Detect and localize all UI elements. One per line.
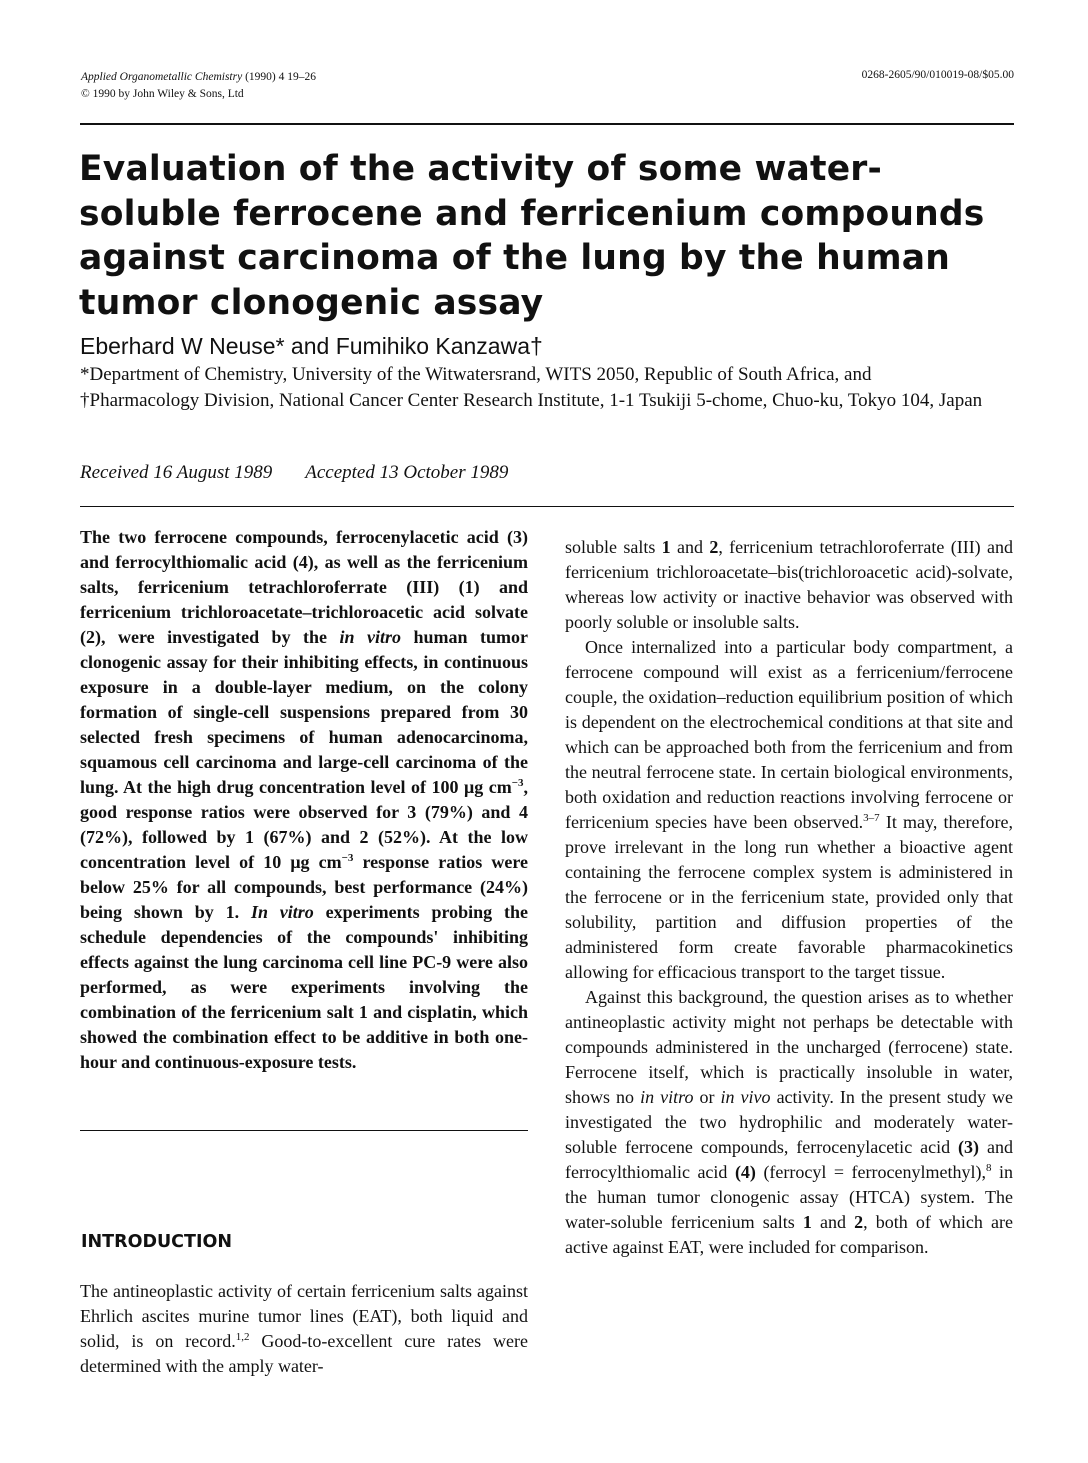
compound-number: (3) <box>958 1137 980 1157</box>
compound-number: 2 <box>709 537 719 557</box>
abstract-text: , good response ratios were observed for 3 (79%) and 4 (72%), followed by 1 (67%) and 2 (52%). At the low concentration level of 10 μg cm <box>80 777 528 872</box>
body-text: activity. In the present study we investigated the two hydrophilic and moderately water-soluble ferrocene compounds, ferrocenylacetic acid <box>565 1087 1013 1157</box>
abstract-rule <box>80 1130 528 1131</box>
intro-text: The antineoplastic activity of certain ferricenium salts against Ehrlich ascites murine tumor lines (EAT), both liquid and solid, is on record. <box>80 1281 528 1351</box>
intro-text: Good-to-excellent cure rates were determined with the amply water- <box>80 1331 528 1376</box>
introduction-paragraph <box>80 1279 528 1379</box>
authors: Eberhard W Neuse* and Fumihiko Kanzawa† <box>80 333 543 359</box>
body-text: in the human tumor clonogenic assay (HTCA) system. The water-soluble ferricenium salts <box>565 1162 1013 1232</box>
paragraph-3 <box>565 985 1013 1260</box>
body-text: soluble salts <box>565 537 662 557</box>
right-column <box>565 535 1013 1260</box>
journal-volume: (1990) 4 19–26 <box>245 71 316 83</box>
copyright-line: © 1990 by John Wiley & Sons, Ltd <box>81 88 244 100</box>
abstract-superscript: −3 <box>511 777 524 789</box>
affiliation-1: *Department of Chemistry, University of the Witwatersrand, WITS 2050, Republic of South Africa, and <box>80 364 872 385</box>
body-text: It may, therefore, prove irrelevant in the long run whether a bioactive agent containing the ferrocene complex system is administered in the ferrocene or in the ferricenium state, provided only that solubility, partition and diffusion properties of the administered form create favorable pharmacokinetics allowing for efficacious transport to the target tissue. <box>565 812 1013 982</box>
abstract-text: The two ferrocene compounds, ferrocenylacetic acid (3) and ferrocylthiomalic acid (4), as well as the ferricenium salts, ferricenium tetrachloroferrate (III) (1) and ferricenium trichloroacetate–trichloroacetic acid solvate (2), were investigated by the <box>80 527 528 647</box>
reference-superscript: 8 <box>985 1162 992 1174</box>
body-text: Once internalized into a particular body compartment, a ferrocene compound will exist as a ferricenium/ferrocene couple, the oxidation–reduction equilibrium position of which is dependent on the electrochemical conditions at that site and which can be approached both from the ferricenium and from the neutral ferrocene state. In certain biological environments, both oxidation and reduction reactions involving ferrocene or ferricenium species have been observed. <box>565 637 1013 832</box>
compound-number: (4) <box>734 1162 756 1182</box>
affiliation-2: †Pharmacology Division, National Cancer Center Research Institute, 1-1 Tsukiji 5-chome, Chuo-ku, Tokyo 104, Japan <box>80 390 983 411</box>
abstract-italic: In vitro <box>250 902 314 922</box>
abstract-text: response ratios were below 25% for all compounds, best performance (24%) being shown by 1. <box>80 852 528 922</box>
received-date: Received 16 August 1989 <box>80 462 273 483</box>
abstract-superscript: −3 <box>341 852 354 864</box>
body-text: Against this background, the question arises as to whether antineoplastic activity might not perhaps be detectable with compounds administered in the uncharged (ferrocene) state. Ferrocene itself, which is practically insoluble in water, shows no <box>565 987 1013 1107</box>
article-code: 0268-2605/90/010019-08/$05.00 <box>861 69 1014 81</box>
journal-citation-line <box>81 69 316 86</box>
reference-superscript: 3–7 <box>863 812 880 824</box>
abstract-italic: in vitro <box>339 627 402 647</box>
paragraph-2 <box>565 635 1013 985</box>
body-text: and ferrocylthiomalic acid <box>565 1137 1013 1182</box>
compound-number: 2 <box>854 1212 864 1232</box>
paragraph-1 <box>565 535 1013 635</box>
reference-superscript: 1,2 <box>235 1331 250 1343</box>
abstract-text: human tumor clonogenic assay for their inhibiting effects, in continuous exposure in a double-layer medium, on the colony formation of single-cell suspensions prepared from 30 selected fresh specimens of human adenocarcinoma, squamous cell carcinoma and large-cell carcinoma of the lung. At the high drug concentration level of 100 μg cm <box>80 627 529 797</box>
compound-number: 1 <box>661 537 671 557</box>
body-text: , both of which are active against EAT, were included for comparison. <box>565 1212 1013 1257</box>
body-text: , ferricenium tetrachloroferrate (III) and ferricenium trichloroacetate–bis(trichloroacetic acid)-solvate, whereas low activity or inactive behavior was observed with poorly soluble or insoluble salts. <box>565 537 1014 632</box>
journal-name: Applied Organometallic Chemistry <box>81 71 243 83</box>
italic-term: in vitro <box>640 1087 694 1107</box>
accepted-date: Accepted 13 October 1989 <box>305 462 509 483</box>
dates-rule <box>80 506 1014 507</box>
body-text: and <box>811 1212 855 1232</box>
abstract <box>80 525 528 1075</box>
journal-header <box>81 69 316 103</box>
abstract-text: experiments probing the schedule dependencies of the compounds' inhibiting effects against the lung carcinoma cell line PC-9 were also performed, as were experiments involving the combination of the ferricenium salt 1 and cisplatin, which showed the combination effect to be additive in both one-hour and continuous-exposure tests. <box>80 902 528 1072</box>
affiliations <box>80 362 1020 414</box>
article-title: Evaluation of the activity of some water-soluble ferrocene and ferricenium compounds against carcinoma of the lung by the human tumor clonogenic assay <box>79 149 985 323</box>
compound-number: 1 <box>802 1212 812 1232</box>
body-text: and <box>670 537 710 557</box>
dates <box>80 462 508 484</box>
header-rule <box>80 123 1014 125</box>
body-text: or <box>693 1087 721 1107</box>
body-text: (ferrocyl = ferrocenylmethyl), <box>755 1162 986 1182</box>
italic-term: in vivo <box>720 1087 771 1107</box>
introduction-heading: INTRODUCTION <box>81 1232 232 1252</box>
